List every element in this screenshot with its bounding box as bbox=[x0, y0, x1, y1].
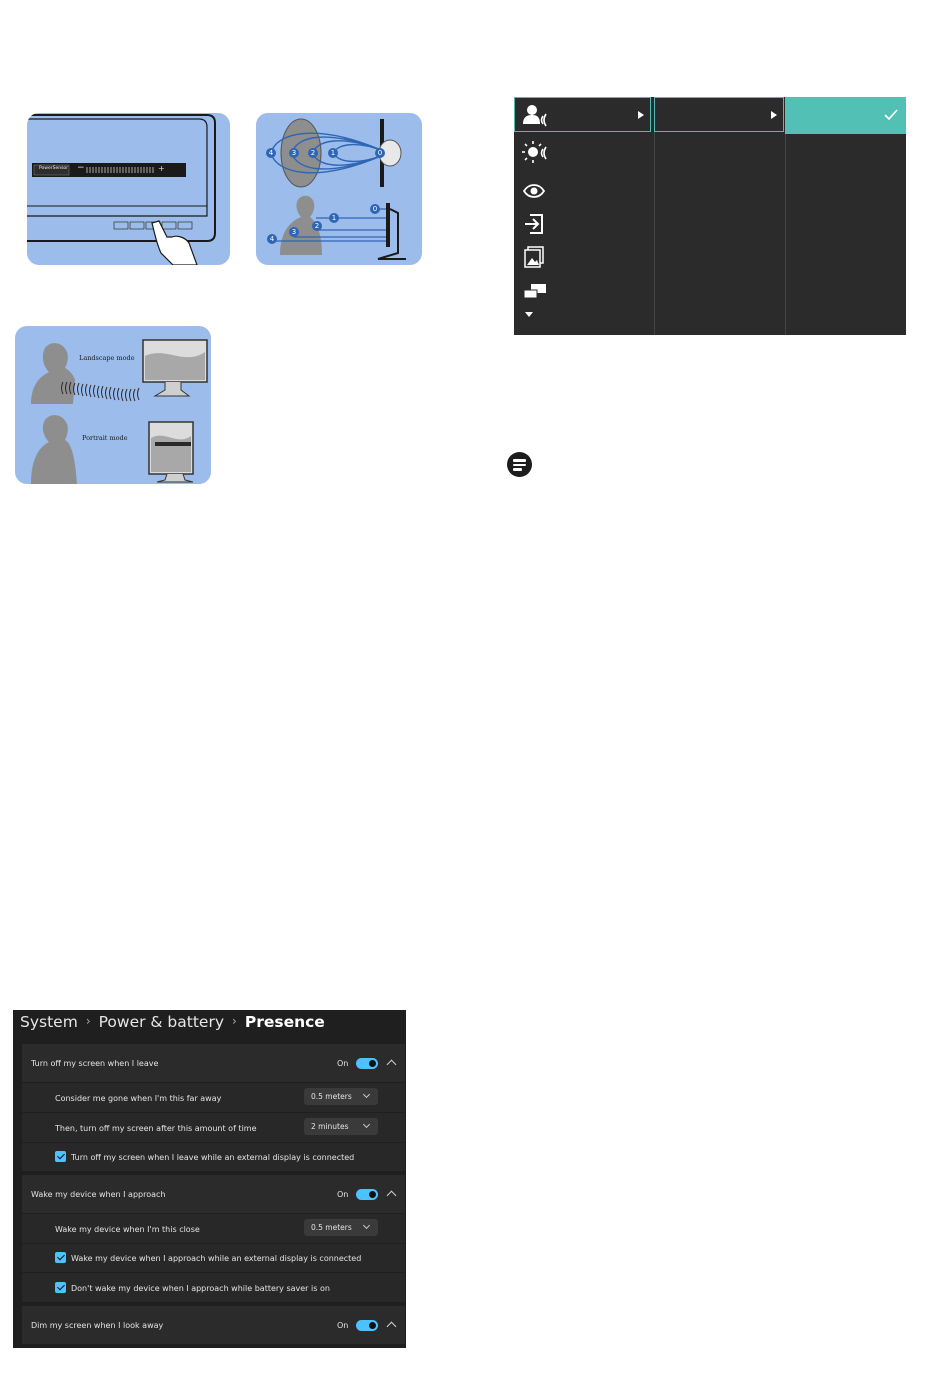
osd-menu bbox=[514, 97, 906, 335]
note-icon bbox=[507, 452, 532, 477]
slider-minus-label: − bbox=[77, 163, 85, 173]
distance-marker-0-lower: 0 bbox=[370, 204, 380, 214]
distance-marker-1-lower: 1 bbox=[329, 213, 339, 223]
distance-marker-2-lower: 2 bbox=[312, 221, 322, 231]
monitor-corner-drawing bbox=[27, 113, 230, 265]
sensing-range-drawing bbox=[256, 113, 422, 265]
chevron-down-icon bbox=[363, 1091, 370, 1098]
breadcrumb-separator-icon: › bbox=[85, 1014, 91, 1028]
chevron-up-icon[interactable] bbox=[387, 1322, 397, 1332]
landscape-mode-label: Landscape mode bbox=[79, 354, 135, 362]
breadcrumb-power-battery[interactable]: Power & battery bbox=[98, 1013, 225, 1031]
chevron-down-icon bbox=[363, 1222, 370, 1229]
chevron-down-icon[interactable] bbox=[525, 312, 533, 317]
arrow-right-icon bbox=[638, 111, 644, 119]
powersensor-button-illustration bbox=[27, 113, 230, 265]
setting-wake-external-display bbox=[22, 1244, 405, 1272]
time-dropdown[interactable] bbox=[304, 1118, 378, 1135]
distance-dropdown[interactable] bbox=[304, 1219, 378, 1236]
setting-turn-off-external-display bbox=[22, 1143, 405, 1171]
setting-wake-device-on-approach[interactable] bbox=[22, 1175, 405, 1213]
portrait-mode-label: Portrait mode bbox=[82, 434, 128, 442]
distance-marker-1: 1 bbox=[328, 148, 338, 158]
light-sensor-icon bbox=[522, 139, 550, 167]
setting-turn-off-screen-when-leave[interactable] bbox=[22, 1044, 405, 1082]
toggle-state-label: On bbox=[337, 1059, 349, 1068]
sensing-distance-illustration bbox=[256, 113, 422, 265]
setting-wake-distance bbox=[22, 1214, 405, 1243]
checkmark-icon bbox=[884, 109, 898, 120]
setting-label: Wake my device when I'm this close bbox=[55, 1225, 200, 1234]
distance-marker-4: 4 bbox=[266, 148, 276, 158]
setting-label: Dim my screen when I look away bbox=[31, 1321, 164, 1330]
submenu-arrow-right-icon bbox=[771, 111, 777, 119]
dropdown-value: 0.5 meters bbox=[311, 1092, 352, 1101]
powersensor-label: PowerSensor bbox=[39, 166, 69, 171]
setting-no-wake-battery-saver bbox=[22, 1273, 405, 1302]
dropdown-value: 0.5 meters bbox=[311, 1223, 352, 1232]
setting-label: Consider me gone when I'm this far away bbox=[55, 1094, 222, 1103]
chevron-up-icon[interactable] bbox=[387, 1191, 397, 1201]
distance-marker-3: 3 bbox=[289, 148, 299, 158]
orientation-mode-illustration bbox=[15, 326, 211, 484]
setting-dim-screen-look-away[interactable] bbox=[22, 1306, 405, 1344]
distance-dropdown[interactable] bbox=[304, 1088, 378, 1105]
toggle-state-label: On bbox=[337, 1321, 349, 1330]
checkbox[interactable] bbox=[55, 1252, 66, 1263]
setting-label: Then, turn off my screen after this amount of time bbox=[55, 1124, 257, 1133]
breadcrumb-presence: Presence bbox=[244, 1013, 325, 1031]
slider-plus-label: + bbox=[158, 164, 165, 173]
toggle-switch[interactable] bbox=[356, 1189, 378, 1200]
toggle-switch[interactable] bbox=[356, 1320, 378, 1331]
setting-consider-gone-distance bbox=[22, 1083, 405, 1112]
picture-icon bbox=[522, 244, 550, 272]
checkbox[interactable] bbox=[55, 1151, 66, 1162]
eye-icon bbox=[522, 177, 550, 205]
osd-submenu-column bbox=[654, 97, 785, 335]
setting-label: Turn off my screen when I leave while an external display is connected bbox=[71, 1153, 355, 1162]
distance-marker-0: 0 bbox=[375, 148, 385, 158]
windows-presence-settings bbox=[13, 1010, 406, 1348]
distance-marker-2: 2 bbox=[308, 148, 318, 158]
breadcrumb bbox=[20, 1013, 325, 1031]
osd-submenu-item-selected[interactable] bbox=[654, 97, 784, 132]
pip-icon bbox=[522, 278, 550, 306]
chevron-down-icon bbox=[363, 1121, 370, 1128]
breadcrumb-system[interactable]: System bbox=[20, 1013, 78, 1031]
setting-label: Don't wake my device when I approach while battery saver is on bbox=[71, 1284, 330, 1293]
distance-marker-4-lower: 4 bbox=[267, 234, 277, 244]
person-sensor-icon bbox=[522, 102, 550, 130]
orientation-drawing bbox=[15, 326, 211, 484]
checkbox[interactable] bbox=[55, 1282, 66, 1293]
toggle-state-label: On bbox=[337, 1190, 349, 1199]
setting-label: Turn off my screen when I leave bbox=[31, 1059, 159, 1068]
setting-label: Wake my device when I approach while an external display is connected bbox=[71, 1254, 362, 1263]
setting-label: Wake my device when I approach bbox=[31, 1190, 166, 1199]
toggle-switch[interactable] bbox=[356, 1058, 378, 1069]
setting-turn-off-after-time bbox=[22, 1113, 405, 1142]
breadcrumb-separator-icon: › bbox=[232, 1014, 237, 1028]
dropdown-value: 2 minutes bbox=[311, 1122, 349, 1131]
chevron-up-icon[interactable] bbox=[387, 1060, 397, 1070]
input-icon bbox=[522, 210, 550, 238]
distance-marker-3-lower: 3 bbox=[289, 227, 299, 237]
